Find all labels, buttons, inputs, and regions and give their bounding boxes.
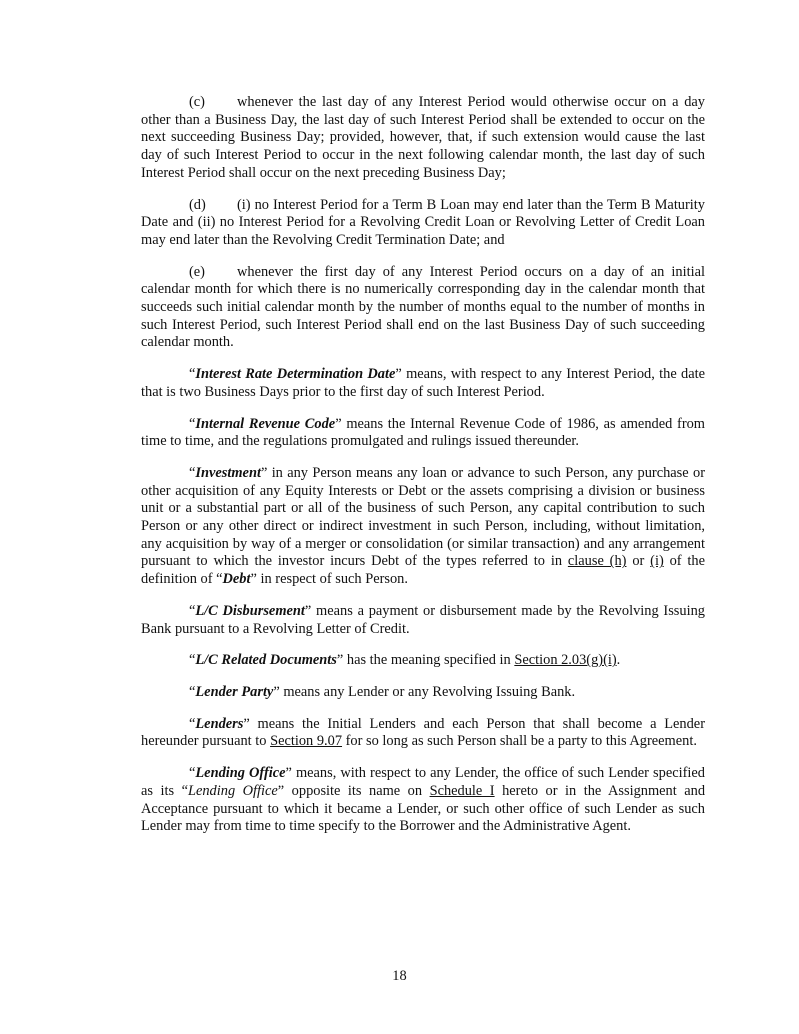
defined-term: Investment bbox=[195, 464, 261, 481]
defined-term: Lender Party bbox=[195, 683, 274, 700]
cross-reference: clause (h) bbox=[567, 553, 627, 570]
definition-text: or bbox=[626, 553, 651, 570]
defined-term: Lenders bbox=[195, 715, 244, 732]
definition-text: . bbox=[616, 652, 621, 669]
page-number: 18 bbox=[392, 968, 407, 984]
paragraph-text: whenever the last day of any Interest Period would otherwise occur on a day other than a Business Day, the last day of such Interest Period shall be extended to occur on the next succeeding Business Day; provided, however, that, if such extension would cause the last day of such Interest Period to occur in the next following calendar month, the last day of such Interest Period shall occur on the next preceding Business Day; bbox=[141, 94, 705, 181]
definition-text: in any Person means any loan or advance to such Person, any purchase or other acquisition of any Equity Interests or Debt or the assets comprising a division or business unit or a substantial part or all of the business of such Person, any capital contribution to such Person or any other direct or indirect investment in such Person, including, without limitation, any acquisition by way of a merger or consolidation (or similar transaction) and any arrangement pursuant to which the investor incurs Debt of the types referred to in bbox=[141, 464, 705, 570]
definition-lenders: “Lenders” means the Initial Lenders and each Person that shall become a Lender hereunder pursuant to Section 9.07 for so long as such Person shall be a party to this Agreement. bbox=[141, 715, 705, 750]
definition-text: means, with respect to any Interest Period, the date that is two Business Days prior to the first day of such Interest Period. bbox=[141, 366, 705, 400]
definition-interest-rate-determination-date: “Interest Rate Determination Date” means, with respect to any Interest Period, the date that is two Business Days prior to the first day of such Interest Period. bbox=[141, 366, 705, 400]
cross-reference: Schedule I bbox=[429, 782, 495, 799]
definition-text: of the definition of “ bbox=[141, 553, 706, 588]
definition-text: means a payment or disbursement made by the Revolving Issuing Bank pursuant to a Revolving Letter of Credit. bbox=[141, 602, 705, 637]
paragraph-text: (i) no Interest Period for a Term B Loan may end later than the Term B Maturity Date and (ii) no Interest Period for a Revolving Credit Loan or Revolving Letter of Credit Loan may end later than the Revolving Credit Termination Date; and bbox=[141, 196, 705, 248]
paragraph-label: (e) bbox=[189, 263, 205, 280]
definition-lc-related-documents: “L/C Related Documents” has the meaning specified in Section 2.03(g)(i). bbox=[189, 652, 621, 669]
defined-term: L/C Related Documents bbox=[195, 652, 337, 669]
definition-text: means, with respect to any Lender, the office of such Lender specified as its “ bbox=[141, 765, 705, 799]
referenced-term: Debt bbox=[222, 571, 251, 588]
paragraph-e bbox=[141, 264, 705, 353]
paragraph-c bbox=[141, 94, 705, 183]
definition-lending-office: “Lending Office” means, with respect to any Lender, the office of such Lender specified as its “Lending Office” opposite its name on Schedule I hereto or in the Assignment and Acceptance pursuant to which it became a Lender, or such other office of such Lender as such Lender may from time to time specify to the Borrower and the Administrative Agent. bbox=[141, 765, 706, 835]
definition-internal-revenue-code: “Internal Revenue Code” means the Internal Revenue Code of 1986, as amended from time to time, and the regulations promulgated and rulings issued thereunder. bbox=[141, 415, 706, 450]
paragraph-text: whenever the first day of any Interest Period occurs on a day of an initial calendar month for which there is no numerically corresponding day in the calendar month that succeeds such initial calendar month by the number of months equal to the number of months in such Interest Period, such Interest Period shall end on the last Business Day of such succeeding calendar month. bbox=[141, 263, 705, 351]
document-page bbox=[141, 94, 705, 850]
definition-investment: “Investment” in any Person means any loan or advance to such Person, any purchase or other acquisition of any Equity Interests or Debt or the assets comprising a division or business unit or a substantial part or all of the business of such Person, any capital contribution to such Person or any other direct or indirect investment in such Person, including, without limitation, any acquisition by way of a merger or consolidation (or similar transaction) and any arrangement pursuant to which the investor incurs Debt of the types referred to in clause (h) or (i) of the definition of “Debt” in respect of such Person. bbox=[141, 464, 706, 588]
definition-text: ” in respect of such Person. bbox=[250, 571, 408, 588]
definition-text: ” opposite its name on bbox=[277, 782, 430, 799]
definition-text: hereto or in the Assignment and Acceptance pursuant to which it became a Lender, or such other office of such Lender as such Lender may from time to time specify to the Borrower and the Administrative Agent. bbox=[141, 782, 706, 835]
definition-lender-party: “Lender Party” means any Lender or any Revolving Issuing Bank. bbox=[189, 683, 576, 700]
defined-term: Internal Revenue Code bbox=[195, 415, 336, 432]
quoted-term: Lending Office bbox=[187, 782, 278, 799]
paragraph-d bbox=[141, 197, 705, 250]
defined-term: Lending Office bbox=[195, 765, 286, 782]
defined-term: Interest Rate Determination Date bbox=[195, 366, 396, 383]
paragraph-label: (d) bbox=[189, 196, 206, 213]
defined-term: L/C Disbursement bbox=[195, 602, 305, 619]
definition-text: means the Internal Revenue Code of 1986, as amended from time to time, and the regulations promulgated and rulings issued thereunder. bbox=[141, 415, 706, 450]
cross-reference: Section 2.03(g)(i) bbox=[514, 652, 617, 669]
cross-reference: Section 9.07 bbox=[270, 733, 343, 750]
definition-lc-disbursement: “L/C Disbursement” means a payment or disbursement made by the Revolving Issuing Bank pursuant to a Revolving Letter of Credit. bbox=[141, 602, 705, 637]
definition-text: means the Initial Lenders and each Person that shall become a Lender hereunder pursuant to bbox=[141, 715, 705, 750]
paragraph-label: (c) bbox=[189, 94, 205, 110]
definition-text: has the meaning specified in bbox=[343, 652, 515, 669]
cross-reference: (i) bbox=[650, 553, 664, 570]
definition-text: for so long as such Person shall be a party to this Agreement. bbox=[342, 733, 697, 750]
definition-text: means any Lender or any Revolving Issuing Bank. bbox=[279, 683, 576, 700]
